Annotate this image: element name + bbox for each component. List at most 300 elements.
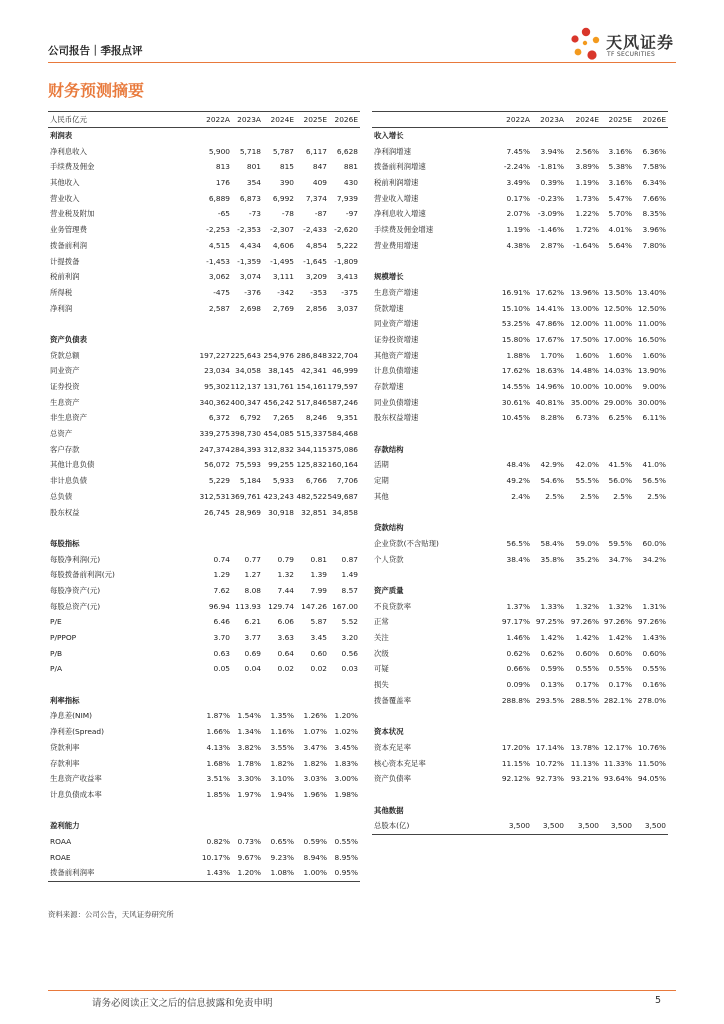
- value-cell: 14.03%: [603, 366, 632, 376]
- table-row: [372, 348, 668, 364]
- table-row: [372, 254, 668, 270]
- table-row: [48, 363, 360, 379]
- value-cell: 4,515: [208, 240, 230, 250]
- section-row: [372, 269, 668, 285]
- value-cell: 0.60: [310, 648, 327, 658]
- value-cell: 2,769: [272, 303, 294, 313]
- value-cell: 1.31%: [642, 601, 666, 611]
- row-label: 贷款增速: [374, 303, 404, 313]
- row-label: 总资产: [50, 429, 73, 439]
- value-cell: 0.16%: [642, 680, 666, 690]
- table-row: [372, 552, 668, 568]
- value-cell: 0.73%: [237, 836, 261, 846]
- table-row: [48, 787, 360, 803]
- value-cell: 0.55%: [575, 664, 599, 674]
- table-row: [48, 646, 360, 662]
- row-label: 同业资产: [50, 366, 80, 376]
- table-row: [48, 771, 360, 787]
- section-title: 收入增长: [374, 131, 404, 140]
- section-row: [48, 818, 360, 834]
- value-cell: 400,347: [230, 397, 261, 407]
- value-cell: 4.38%: [506, 240, 530, 250]
- value-cell: 1.70%: [540, 350, 564, 360]
- value-cell: 587,246: [327, 397, 358, 407]
- table-row: [372, 646, 668, 662]
- row-label: 核心资本充足率: [374, 758, 426, 768]
- value-cell: 517,846: [296, 397, 327, 407]
- value-cell: 32,851: [301, 507, 327, 517]
- value-cell: 0.69: [244, 648, 261, 658]
- section-title: 盈利能力: [50, 821, 80, 831]
- value-cell: 35.8%: [540, 554, 564, 564]
- value-cell: 398,730: [230, 429, 261, 439]
- value-cell: 4,854: [305, 240, 327, 250]
- value-cell: 423,243: [263, 491, 294, 501]
- value-cell: -2,620: [334, 225, 358, 235]
- value-cell: 58.4%: [540, 538, 564, 548]
- value-cell: 13.50%: [603, 287, 632, 297]
- table-row: [372, 222, 668, 238]
- value-cell: 8.08: [244, 585, 261, 595]
- value-cell: 3,037: [336, 303, 358, 313]
- value-cell: 3.45%: [334, 742, 358, 752]
- row-label: 存款利率: [50, 758, 80, 768]
- row-label: 定期: [374, 476, 389, 486]
- value-cell: 1.60%: [642, 350, 666, 360]
- value-cell: 8.94%: [303, 852, 327, 862]
- value-cell: 5.70%: [608, 209, 632, 219]
- value-cell: 3.55%: [270, 742, 294, 752]
- value-cell: 0.59%: [540, 664, 564, 674]
- value-cell: 288.5%: [570, 695, 599, 705]
- value-cell: 3.03%: [303, 774, 327, 784]
- value-cell: 59.5%: [608, 538, 632, 548]
- table-bottom-rule: [48, 881, 360, 882]
- value-cell: 7.66%: [642, 193, 666, 203]
- value-cell: 5,787: [272, 146, 294, 156]
- table-row: [48, 583, 360, 599]
- row-label: 其他资产增速: [374, 350, 419, 360]
- page-number: 5: [655, 995, 662, 1006]
- value-cell: 11.13%: [570, 758, 599, 768]
- table-row: [48, 473, 360, 489]
- report-type: 公司报告｜季报点评: [48, 45, 143, 57]
- value-cell: -353: [310, 287, 327, 297]
- row-label: 税前利润增速: [374, 178, 419, 188]
- value-cell: 17.00%: [603, 334, 632, 344]
- row-label: 总负债: [50, 491, 73, 501]
- value-cell: 34,858: [332, 507, 358, 517]
- value-cell: 3.45: [310, 633, 327, 642]
- value-cell: -2,253: [206, 225, 230, 235]
- row-label: 股东权益: [50, 507, 80, 517]
- value-cell: 7,265: [272, 413, 294, 423]
- table-row: [48, 708, 360, 724]
- value-cell: 8.35%: [642, 209, 666, 219]
- value-cell: 3.51%: [206, 774, 230, 784]
- flower-icon: [566, 26, 604, 64]
- row-label: 证券投资增速: [374, 334, 419, 344]
- value-cell: 1.37%: [506, 601, 530, 611]
- row-label: 生息资产增速: [374, 287, 419, 297]
- value-cell: 7.45%: [506, 146, 530, 156]
- section-title: 资本状况: [374, 727, 404, 737]
- value-cell: 0.55%: [334, 836, 358, 846]
- value-cell: 3,209: [305, 272, 327, 282]
- value-cell: 10.76%: [637, 742, 666, 752]
- value-cell: 23,034: [204, 366, 230, 376]
- table-row: [48, 269, 360, 285]
- value-cell: 13.40%: [637, 287, 666, 297]
- value-cell: 1.98%: [334, 789, 358, 799]
- row-label: 业务管理费: [50, 225, 87, 235]
- table-row: [48, 520, 360, 536]
- row-label: 非计息负债: [50, 476, 87, 486]
- table-row: [372, 426, 668, 442]
- value-cell: 35.00%: [570, 397, 599, 407]
- table-row: [48, 756, 360, 772]
- value-cell: 14.41%: [535, 303, 564, 313]
- value-cell: 5,229: [208, 476, 230, 486]
- value-cell: -375: [341, 287, 358, 297]
- value-cell: 2.5%: [580, 491, 599, 501]
- value-cell: 0.60%: [642, 648, 666, 658]
- value-cell: 1.54%: [237, 711, 261, 721]
- section-row: [372, 803, 668, 819]
- value-cell: 5,718: [239, 146, 261, 156]
- row-label: 其他: [374, 491, 389, 501]
- value-cell: 97.25%: [535, 617, 564, 627]
- brand-name: 天风证券: [606, 33, 675, 52]
- value-cell: 46,999: [332, 366, 358, 376]
- value-cell: 5.87: [310, 617, 327, 627]
- value-cell: 284,393: [230, 444, 261, 454]
- value-cell: 1.82%: [303, 758, 327, 768]
- value-cell: 2.5%: [613, 491, 632, 501]
- table-row: [372, 206, 668, 222]
- value-cell: 430: [343, 178, 358, 188]
- value-cell: 1.42%: [608, 633, 632, 642]
- section-title: 每股指标: [50, 538, 80, 548]
- value-cell: 8,246: [305, 413, 327, 423]
- value-cell: 584,468: [327, 429, 358, 439]
- value-cell: 4,434: [239, 240, 261, 250]
- value-cell: 339,275: [199, 429, 230, 439]
- value-cell: 6.11%: [642, 413, 666, 423]
- value-cell: 254,976: [263, 350, 294, 360]
- value-cell: 97.26%: [570, 617, 599, 627]
- value-cell: 5,900: [208, 146, 230, 156]
- value-cell: 15.10%: [501, 303, 530, 313]
- value-cell: 7.58%: [642, 162, 666, 172]
- value-cell: 3.16%: [608, 146, 632, 156]
- value-cell: 7,939: [336, 193, 358, 203]
- value-cell: 1.32%: [608, 601, 632, 611]
- value-cell: 0.39%: [540, 178, 564, 188]
- value-cell: 1.19%: [575, 178, 599, 188]
- value-cell: -376: [244, 287, 261, 297]
- row-label: 贷款利率: [50, 742, 80, 752]
- section-title: 资产负债表: [50, 334, 87, 344]
- value-cell: 3.20: [341, 633, 358, 642]
- row-label: 计息负债成本率: [50, 789, 102, 799]
- value-cell: -2,307: [270, 225, 294, 235]
- table-row: [372, 159, 668, 175]
- value-cell: 1.29: [213, 570, 230, 580]
- value-cell: 454,085: [263, 429, 294, 439]
- table-row: [48, 426, 360, 442]
- table-row: [48, 865, 360, 881]
- value-cell: 2.5%: [647, 491, 666, 501]
- row-label: 每股拨备前利润(元): [50, 570, 115, 580]
- value-cell: 1.39: [310, 570, 327, 580]
- value-cell: 7.62: [213, 585, 230, 595]
- value-cell: 1.20%: [334, 711, 358, 721]
- value-cell: 1.02%: [334, 727, 358, 737]
- value-cell: 0.63: [213, 648, 230, 658]
- value-cell: 6.36%: [642, 146, 666, 156]
- value-cell: 167.00: [332, 601, 358, 611]
- value-cell: 312,832: [263, 444, 294, 454]
- table-row: [372, 238, 668, 254]
- value-cell: 14.48%: [570, 366, 599, 376]
- brand-name-en: TF SECURITIES: [607, 51, 656, 58]
- value-cell: 1.08%: [270, 868, 294, 878]
- table-row: [372, 285, 668, 301]
- value-cell: 0.13%: [540, 680, 564, 690]
- table-row: [372, 567, 668, 583]
- value-cell: 13.78%: [570, 742, 599, 752]
- value-cell: 0.62%: [540, 648, 564, 658]
- table-row: [48, 301, 360, 317]
- value-cell: -0.23%: [537, 193, 564, 203]
- table-row: [372, 771, 668, 787]
- value-cell: 0.62%: [506, 648, 530, 658]
- table-row: [48, 803, 360, 819]
- row-label: 营业收入: [50, 193, 80, 203]
- row-label: 手续费及佣金: [50, 162, 95, 172]
- value-cell: 11.50%: [637, 758, 666, 768]
- table-row: [48, 850, 360, 866]
- table-row: [48, 191, 360, 207]
- value-cell: 340,362: [199, 397, 230, 407]
- value-cell: 2.4%: [511, 491, 530, 501]
- value-cell: 42.9%: [540, 460, 564, 470]
- value-cell: 0.05: [213, 664, 230, 674]
- value-cell: 3.94%: [540, 146, 564, 156]
- value-cell: 6,628: [336, 146, 358, 156]
- table-row: [48, 724, 360, 740]
- value-cell: 5,222: [336, 240, 358, 250]
- value-cell: 15.80%: [501, 334, 530, 344]
- row-label: 拨备覆盖率: [374, 695, 411, 705]
- year-header: 2023A: [540, 115, 564, 124]
- row-label: ROAE: [50, 852, 71, 862]
- row-label: 手续费及佣金增速: [374, 225, 434, 235]
- table-row: [48, 489, 360, 505]
- row-label: 存款增速: [374, 382, 404, 391]
- table-row: [372, 505, 668, 521]
- value-cell: 6.46: [213, 617, 230, 627]
- table-row: [48, 144, 360, 160]
- value-cell: 1.16%: [270, 727, 294, 737]
- value-cell: 16.50%: [637, 334, 666, 344]
- value-cell: 92.73%: [535, 774, 564, 784]
- table-row: [372, 301, 668, 317]
- value-cell: 1.43%: [642, 633, 666, 642]
- table-row: [48, 348, 360, 364]
- table-header: [372, 111, 668, 128]
- value-cell: 13.00%: [570, 303, 599, 313]
- value-cell: -87: [314, 209, 327, 219]
- row-label: 净利息收入增速: [374, 209, 426, 219]
- section-row: [372, 128, 668, 144]
- value-cell: 3.16%: [608, 178, 632, 188]
- value-cell: 2.07%: [506, 209, 530, 219]
- table-row: [48, 316, 360, 332]
- value-cell: 1.68%: [206, 758, 230, 768]
- table-row: [372, 332, 668, 348]
- value-cell: 17.62%: [501, 366, 530, 376]
- value-cell: 11.00%: [637, 319, 666, 329]
- value-cell: 34.2%: [642, 554, 666, 564]
- value-cell: -78: [281, 209, 294, 219]
- value-cell: 0.55%: [642, 664, 666, 674]
- value-cell: 1.00%: [303, 868, 327, 878]
- value-cell: -1.46%: [537, 225, 564, 235]
- section-title: 利率指标: [50, 695, 80, 705]
- value-cell: 3.63: [277, 633, 294, 642]
- row-label: 生息资产: [50, 397, 80, 407]
- table-row: [48, 379, 360, 395]
- year-header: 2025E: [608, 115, 632, 124]
- value-cell: 6.21: [244, 617, 261, 627]
- row-label: 个人贷款: [374, 554, 404, 564]
- value-cell: 34.7%: [608, 554, 632, 564]
- value-cell: 1.85%: [206, 789, 230, 799]
- value-cell: 3,500: [610, 821, 632, 831]
- row-label: 生息资产收益率: [50, 774, 102, 784]
- value-cell: 1.97%: [237, 789, 261, 799]
- value-cell: 35.2%: [575, 554, 599, 564]
- value-cell: 154,161: [296, 382, 327, 391]
- right-forecast-table: [372, 111, 668, 835]
- value-cell: 38.4%: [506, 554, 530, 564]
- value-cell: 0.95%: [334, 868, 358, 878]
- row-label: 正常: [374, 617, 389, 627]
- value-cell: 10.00%: [603, 382, 632, 391]
- table-row: [48, 159, 360, 175]
- value-cell: 13.96%: [570, 287, 599, 297]
- value-cell: 4,606: [272, 240, 294, 250]
- value-cell: 7.80%: [642, 240, 666, 250]
- table-row: [48, 505, 360, 521]
- table-row: [372, 630, 668, 646]
- value-cell: 28,969: [235, 507, 261, 517]
- value-cell: 99,255: [268, 460, 294, 470]
- value-cell: 12.50%: [637, 303, 666, 313]
- year-header: 2023A: [237, 115, 261, 124]
- value-cell: 1.88%: [506, 350, 530, 360]
- value-cell: 30,918: [268, 507, 294, 517]
- value-cell: 312,531: [199, 491, 230, 501]
- value-cell: 8.95%: [334, 852, 358, 862]
- row-label: 资本充足率: [374, 742, 411, 752]
- row-label: 每股总资产(元): [50, 601, 101, 611]
- footer-divider: [48, 990, 676, 991]
- value-cell: 390: [279, 178, 294, 188]
- value-cell: 2,698: [239, 303, 261, 313]
- value-cell: 97.26%: [637, 617, 666, 627]
- value-cell: 3,074: [239, 272, 261, 282]
- value-cell: 3,413: [336, 272, 358, 282]
- value-cell: 286,848: [296, 350, 327, 360]
- value-cell: 1.19%: [506, 225, 530, 235]
- section-title: 存款结构: [374, 444, 404, 454]
- value-cell: 94.05%: [637, 774, 666, 784]
- value-cell: 55.5%: [575, 476, 599, 486]
- value-cell: 54.6%: [540, 476, 564, 486]
- value-cell: 293.5%: [535, 695, 564, 705]
- row-label: 可疑: [374, 664, 389, 674]
- value-cell: 0.65%: [270, 836, 294, 846]
- value-cell: 147.26: [301, 601, 327, 611]
- value-cell: -73: [248, 209, 261, 219]
- value-cell: 11.15%: [501, 758, 530, 768]
- year-header: 2024E: [270, 115, 294, 124]
- value-cell: 5.64%: [608, 240, 632, 250]
- value-cell: 14.55%: [501, 382, 530, 391]
- table-row: [48, 614, 360, 630]
- source-note: 资料来源：公司公告，天风证券研究所: [48, 910, 174, 919]
- value-cell: 4.01%: [608, 225, 632, 235]
- value-cell: 282.1%: [603, 695, 632, 705]
- value-cell: 2,587: [208, 303, 230, 313]
- table-row: [372, 316, 668, 332]
- value-cell: 7,374: [305, 193, 327, 203]
- value-cell: -2.24%: [503, 162, 530, 172]
- value-cell: 1.20%: [237, 868, 261, 878]
- value-cell: 0.81: [310, 554, 327, 564]
- value-cell: 1.87%: [206, 711, 230, 721]
- value-cell: 9.00%: [642, 382, 666, 391]
- value-cell: 6,117: [305, 146, 327, 156]
- section-row: [48, 332, 360, 348]
- value-cell: 2.87%: [540, 240, 564, 250]
- value-cell: 10.00%: [570, 382, 599, 391]
- row-label: 净利差(Spread): [50, 727, 104, 737]
- value-cell: 56.5%: [506, 538, 530, 548]
- value-cell: 278.0%: [637, 695, 666, 705]
- value-cell: 7,706: [336, 476, 358, 486]
- row-label: 净利润: [50, 303, 73, 313]
- value-cell: 10.72%: [535, 758, 564, 768]
- value-cell: 6,792: [239, 413, 261, 423]
- header-label: 人民币亿元: [50, 115, 87, 124]
- table-row: [372, 740, 668, 756]
- table-row: [372, 693, 668, 709]
- value-cell: 0.77: [244, 554, 261, 564]
- table-row: [372, 708, 668, 724]
- value-cell: 48.4%: [506, 460, 530, 470]
- table-row: [48, 677, 360, 693]
- value-cell: 5.47%: [608, 193, 632, 203]
- section-title: 贷款结构: [374, 523, 404, 533]
- value-cell: 3.89%: [575, 162, 599, 172]
- value-cell: -97: [345, 209, 358, 219]
- value-cell: 112,137: [230, 382, 261, 391]
- value-cell: 1.34%: [237, 727, 261, 737]
